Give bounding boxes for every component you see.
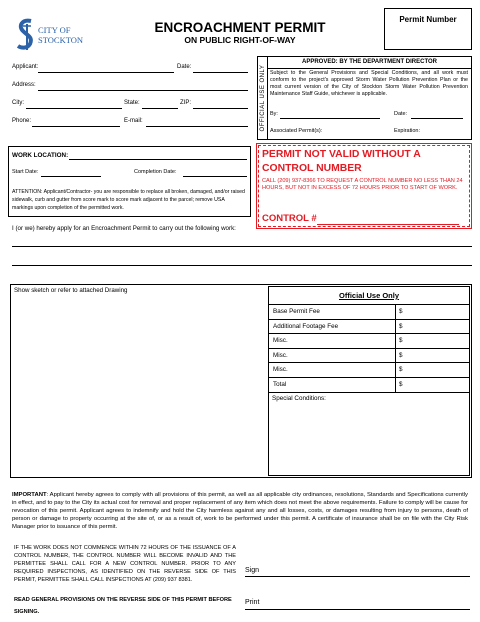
email-field[interactable] [146,126,248,127]
page-title: ENCROACHMENT PERMIT [154,20,326,35]
work-description-line-2[interactable] [12,265,472,266]
logo-text-line2: STOCKTON [38,35,84,45]
control-number-notice [256,143,472,229]
city-field[interactable] [26,108,122,109]
notice-heading: PERMIT NOT VALID WITHOUT A CONTROL NUMBER [262,149,421,174]
fee-row-total [269,377,469,392]
city-logo-mark [16,17,38,51]
expiration-label: Expiration: [394,128,420,134]
applicant-field[interactable] [38,72,174,73]
fee-name: Additional Footage Fee [273,322,339,330]
fee-amount[interactable]: $ [399,337,403,345]
approved-date-label: Date: [394,111,408,117]
fee-row [269,304,469,319]
approved-by-field[interactable] [280,118,380,119]
approved-heading-rule [267,68,471,69]
fee-name: Misc. [273,366,288,374]
official-vertical-divider [267,57,268,139]
sign-label: Sign [245,567,260,574]
work-description-line-1[interactable] [12,246,472,247]
fees-heading: Official Use Only [338,291,400,300]
fee-name: Misc. [273,337,288,345]
control-number-label: CONTROL # [262,213,317,224]
apply-text: I (or we) hereby apply for an Encroachment Permit to carry out the following work: [12,225,236,232]
address-label: Address: [12,82,36,88]
approved-by-label: By: [270,111,278,117]
special-conditions-label: Special Conditions: [272,395,326,402]
city-logo [16,17,96,51]
sign-field[interactable] [245,576,470,577]
fee-name: Total [273,381,287,388]
sketch-label: Show sketch or refer to attached Drawing [14,287,128,294]
fee-name: Base Permit Fee [273,308,320,315]
city-label: City: [12,100,24,106]
fees-table [268,286,470,476]
page-subtitle: ON PUBLIC RIGHT-OF-WAY [184,35,296,45]
email-label: E-mail: [124,118,143,124]
zip-field[interactable] [193,108,248,109]
print-field[interactable] [245,609,470,610]
footer-notice-text: IF THE WORK DOES NOT COMMENCE WITHIN 72 HOURS OF THE ISSUANCE OF A CONTROL NUMBER, THE CONTROL NUMBER WILL BECOME INVALID AND THE PERMITTEE SHALL CALL FOR A NEW CONTROL NUMBER. PRIOR TO ANY REQUIRED INSPECTIONS, AS IDENTIFIED ON THE REVERSE SIDE OF THIS PERMIT, PERMITTEE SHALL CALL INSPECTIONS AT (209) 937 8381. [14,545,236,584]
official-use-box [257,56,472,140]
phone-label: Phone: [12,118,32,124]
fee-row [269,333,469,348]
applicant-date-field[interactable] [193,72,248,73]
control-number-field[interactable] [317,224,459,225]
work-location-box [8,146,251,217]
address-field[interactable] [38,90,248,91]
state-label: State: [124,100,140,106]
fee-amount[interactable]: $ [399,366,403,374]
associated-permits-label: Associated Permit(s): [270,128,323,134]
completion-date-field[interactable] [183,176,247,177]
work-location-label: WORK LOCATION: [12,152,69,159]
attention-text: ATTENTION: Applicant/Contractor- you are responsible to replace all broken, damaged, and/or raised sidewalk, curb and gutter from score mark to score mark adjacent to the parcel; remove USA markings upon completion of the permitted work. [12,189,245,211]
zip-label: ZIP: [180,100,192,106]
start-date-field[interactable] [41,176,101,177]
fee-name: Misc. [273,351,288,359]
applicant-label: Applicant: [12,64,39,70]
permit-number-box[interactable] [384,8,472,50]
special-conditions-area[interactable] [269,392,469,475]
important-paragraph [12,491,468,531]
fee-amount[interactable]: $ [399,351,403,359]
important-label: IMPORTANT [12,492,47,498]
approved-heading: APPROVED: BY THE DEPARTMENT DIRECTOR [301,59,437,65]
fee-row [269,348,469,363]
logo-text-line1: CITY OF [38,25,71,35]
important-text: : Applicant hereby agrees to comply with all provisions of this permit, as well as all applicable city ordinances, resolutions, Standards and Specifications currently in effect, and to pay to the City its actual cost for removal and proper replacement of any item which does not meet the above requirements. Failure to comply will be cause for revocation of this permit. Applicant agrees to indemnify and hold the City harmless against any and all losses, costs, or damages resulting from injury to persons, death of person or damage to property occurring at the site of, or as a result of, work to be performed under this permit. A certificate of insurance shall be on file with the City Risk Manager prior to issuance of this permit. [12,492,468,531]
applicant-date-label: Date: [177,64,192,70]
print-label: Print [245,599,260,606]
fee-amount[interactable]: $ [399,381,403,388]
approved-date-field[interactable] [411,118,463,119]
state-field[interactable] [142,108,178,109]
fee-amount[interactable]: $ [399,308,403,315]
completion-date-label: Completion Date: [134,169,177,175]
permit-number-label: Permit Number [399,15,457,24]
fee-amount[interactable]: $ [399,322,403,330]
fee-row [269,319,469,334]
fees-rows [269,304,469,392]
official-use-vertical-label: OFFICIAL USE ONLY [260,64,266,132]
work-location-field[interactable] [69,159,247,160]
notice-text: CALL (209) 937-8366 TO REQUEST A CONTROL NUMBER NO LESS THAN 24 HOURS, BUT NOT IN EXCESS OF 72 HOURS PRIOR TO START OF WORK. [262,178,463,191]
approved-text: Subject to the General Provisions and Special Conditions, and all work must conform to the project's approved Storm Water Pollution Prevention Plan or the most current version of the City of Stockton Storm Water Pollution Prevention Maintenance Staff Guide, whichever is applicable. [270,70,468,97]
phone-field[interactable] [32,126,120,127]
read-provisions-text: READ GENERAL PROVISIONS ON THE REVERSE SIDE OF THIS PERMIT BEFORE SIGNING. [14,597,232,615]
start-date-label: Start Date: [12,169,39,175]
fee-row [269,362,469,377]
